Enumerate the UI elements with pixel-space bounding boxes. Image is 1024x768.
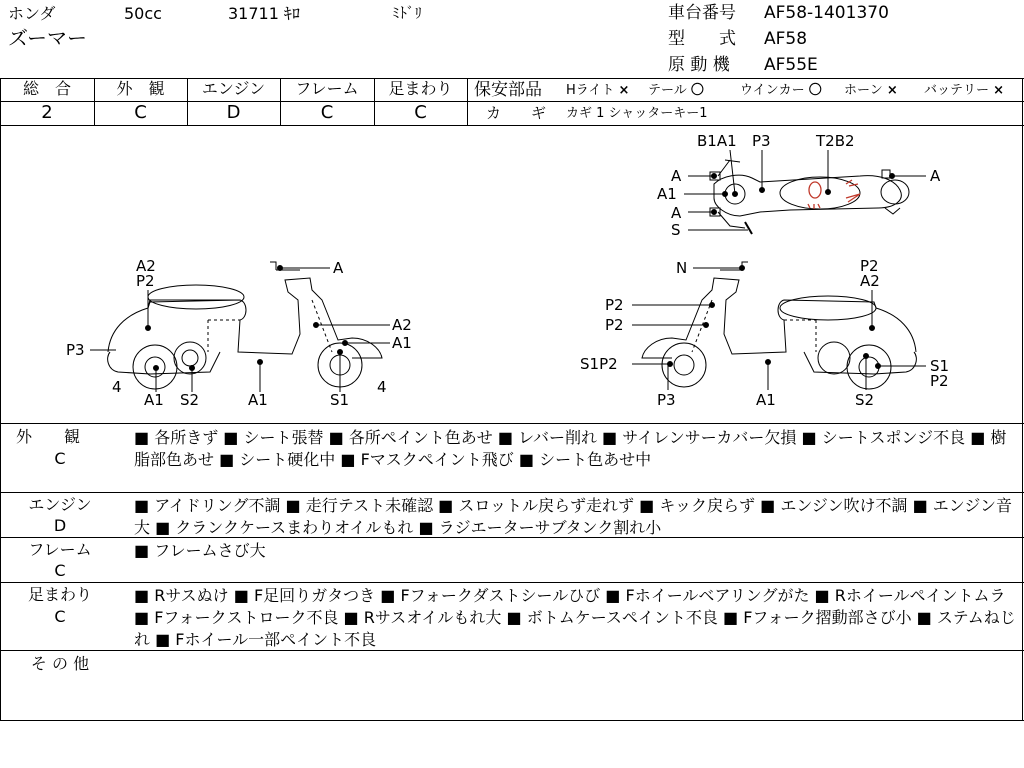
remark-suspension-grade: C — [54, 607, 66, 626]
remark-exterior-label: 外 観 — [15, 427, 80, 446]
type-label: 型 式 — [668, 29, 736, 49]
displacement: 50cc — [124, 4, 162, 23]
chassis-value: AF58-1401370 — [764, 3, 889, 23]
scooter-outlines — [108, 160, 917, 389]
divider — [1022, 78, 1023, 720]
key-value: カギ 1 シャッターキー1 — [566, 106, 708, 121]
dl-r-a2: A2 — [860, 272, 880, 290]
maker: ホンダ — [8, 4, 56, 23]
dl-r-s1: S1 — [930, 357, 950, 375]
remark-frame-text: ■ フレームさび大 — [134, 541, 266, 560]
safety-winker: ウインカー 〇 — [740, 83, 822, 98]
dl-r-s2: S2 — [855, 391, 875, 409]
engine-model-label: 原 動 機 — [668, 55, 730, 75]
dl-l-p3: P3 — [66, 341, 85, 359]
dl-r-n: N — [676, 259, 688, 277]
dl-r-p2d: P2 — [930, 372, 949, 390]
dl-l-4a: 4 — [112, 378, 122, 396]
dl-l-a1: A1 — [392, 334, 412, 352]
dl-l-s1: S1 — [330, 391, 350, 409]
remark-engine-label: エンジン — [28, 495, 92, 514]
type-value: AF58 — [764, 29, 808, 49]
remark-exterior-grade: C — [54, 449, 66, 468]
grade-engine-label: エンジン — [201, 79, 266, 98]
dl-a-top2: A — [671, 204, 682, 222]
divider — [0, 423, 1024, 424]
grade-frame-label: フレーム — [295, 79, 359, 98]
dl-t2b2: T2B2 — [816, 132, 855, 150]
remark-other-label: そ の 他 — [30, 654, 90, 673]
dl-p3-top: P3 — [752, 132, 771, 150]
handwritten-note — [808, 180, 860, 209]
safety-headlight: Hライト × — [566, 83, 630, 98]
dl-l-a1c: A1 — [248, 391, 268, 409]
safety-taillight: テール 〇 — [648, 83, 704, 98]
dl-r-p3: P3 — [657, 391, 676, 409]
divider — [0, 492, 1024, 493]
grade-exterior-label: 外 観 — [116, 79, 165, 98]
dl-a-top3: A — [930, 167, 941, 185]
key-label: カ ギ — [486, 104, 547, 122]
divider — [0, 582, 1024, 583]
safety-title: 保安部品 — [474, 80, 542, 100]
model-name: ズーマー — [8, 26, 87, 50]
remark-suspension-label: 足まわり — [27, 585, 92, 604]
safety-battery: バッテリー × — [924, 83, 1005, 98]
dl-r-p2b: P2 — [605, 296, 624, 314]
dl-r-a1: A1 — [756, 391, 776, 409]
remark-frame-label: フレーム — [28, 540, 92, 559]
grade-engine-value: D — [226, 102, 241, 123]
dl-s-top: S — [671, 221, 681, 239]
remark-exterior-text: ■ 各所きず ■ シート張替 ■ 各所ペイント色あせ ■ レバー削れ ■ サイレンサーカバー欠損 ■ シートスポンジ不良 ■ 樹脂部色あせ ■ シート硬化中 ■ Fマスクペイント飛び ■ シート色あせ中 — [134, 428, 1007, 469]
dl-b1a1: B1A1 — [697, 132, 737, 150]
grade-overall-label: 総 合 — [22, 79, 71, 98]
remark-frame-grade: C — [54, 561, 66, 580]
leader-lines — [90, 150, 926, 392]
dl-l-a2: A2 — [136, 257, 156, 275]
divider — [0, 78, 1, 720]
grade-overall-value: 2 — [41, 102, 53, 123]
dl-r-p2c: P2 — [605, 316, 624, 334]
dl-l-s2: S2 — [180, 391, 200, 409]
dl-a1-top: A1 — [657, 185, 677, 203]
dl-r-s1p2: S1P2 — [580, 355, 618, 373]
dl-l-4b: 4 — [377, 378, 387, 396]
dl-l-p2: P2 — [136, 272, 155, 290]
grade-exterior-value: C — [134, 102, 147, 123]
chassis-label: 車台番号 — [668, 3, 736, 23]
safety-horn: ホーン × — [844, 83, 898, 98]
divider — [0, 720, 1024, 721]
dl-l-a1b: A1 — [144, 391, 164, 409]
dl-l-a: A — [333, 259, 344, 277]
color: ﾐﾄﾞﾘ — [392, 4, 423, 22]
diagram-labels — [66, 132, 949, 409]
engine-model-value: AF55E — [764, 55, 818, 75]
grade-suspension-label: 足まわり — [388, 79, 453, 98]
grade-frame-value: C — [320, 102, 334, 123]
mileage: 31711 ｷﾛ — [228, 4, 300, 23]
remark-suspension-text: ■ Rサスぬけ ■ F足回りガタつき ■ Fフォークダストシールひび ■ Fホイールベアリングがた ■ Rホイールペイントムラ ■ Fフォークストローク不良 ■ Rサスオイルもれ大 ■ ボトムケースペイント不良 ■ Fフォーク摺動部さび小 ■ ステムねじれ ■ Fホイール一部ペイント不良 — [134, 586, 1016, 649]
dl-a-top1: A — [671, 167, 682, 185]
scooter-top-view — [710, 160, 909, 234]
remark-engine-text: ■ アイドリング不調 ■ 走行テスト未確認 ■ スロットル戻らず走れず ■ キック戻らず ■ エンジン吹け不調 ■ エンジン音大 ■ クランクケースまわりオイルもれ ■ ラジエーターサブタンク割れ小 — [134, 496, 1013, 537]
dl-l-a2b: A2 — [392, 316, 412, 334]
grade-suspension-value: C — [414, 102, 427, 123]
dl-r-p2: P2 — [860, 257, 879, 275]
remark-engine-grade: D — [53, 516, 67, 535]
